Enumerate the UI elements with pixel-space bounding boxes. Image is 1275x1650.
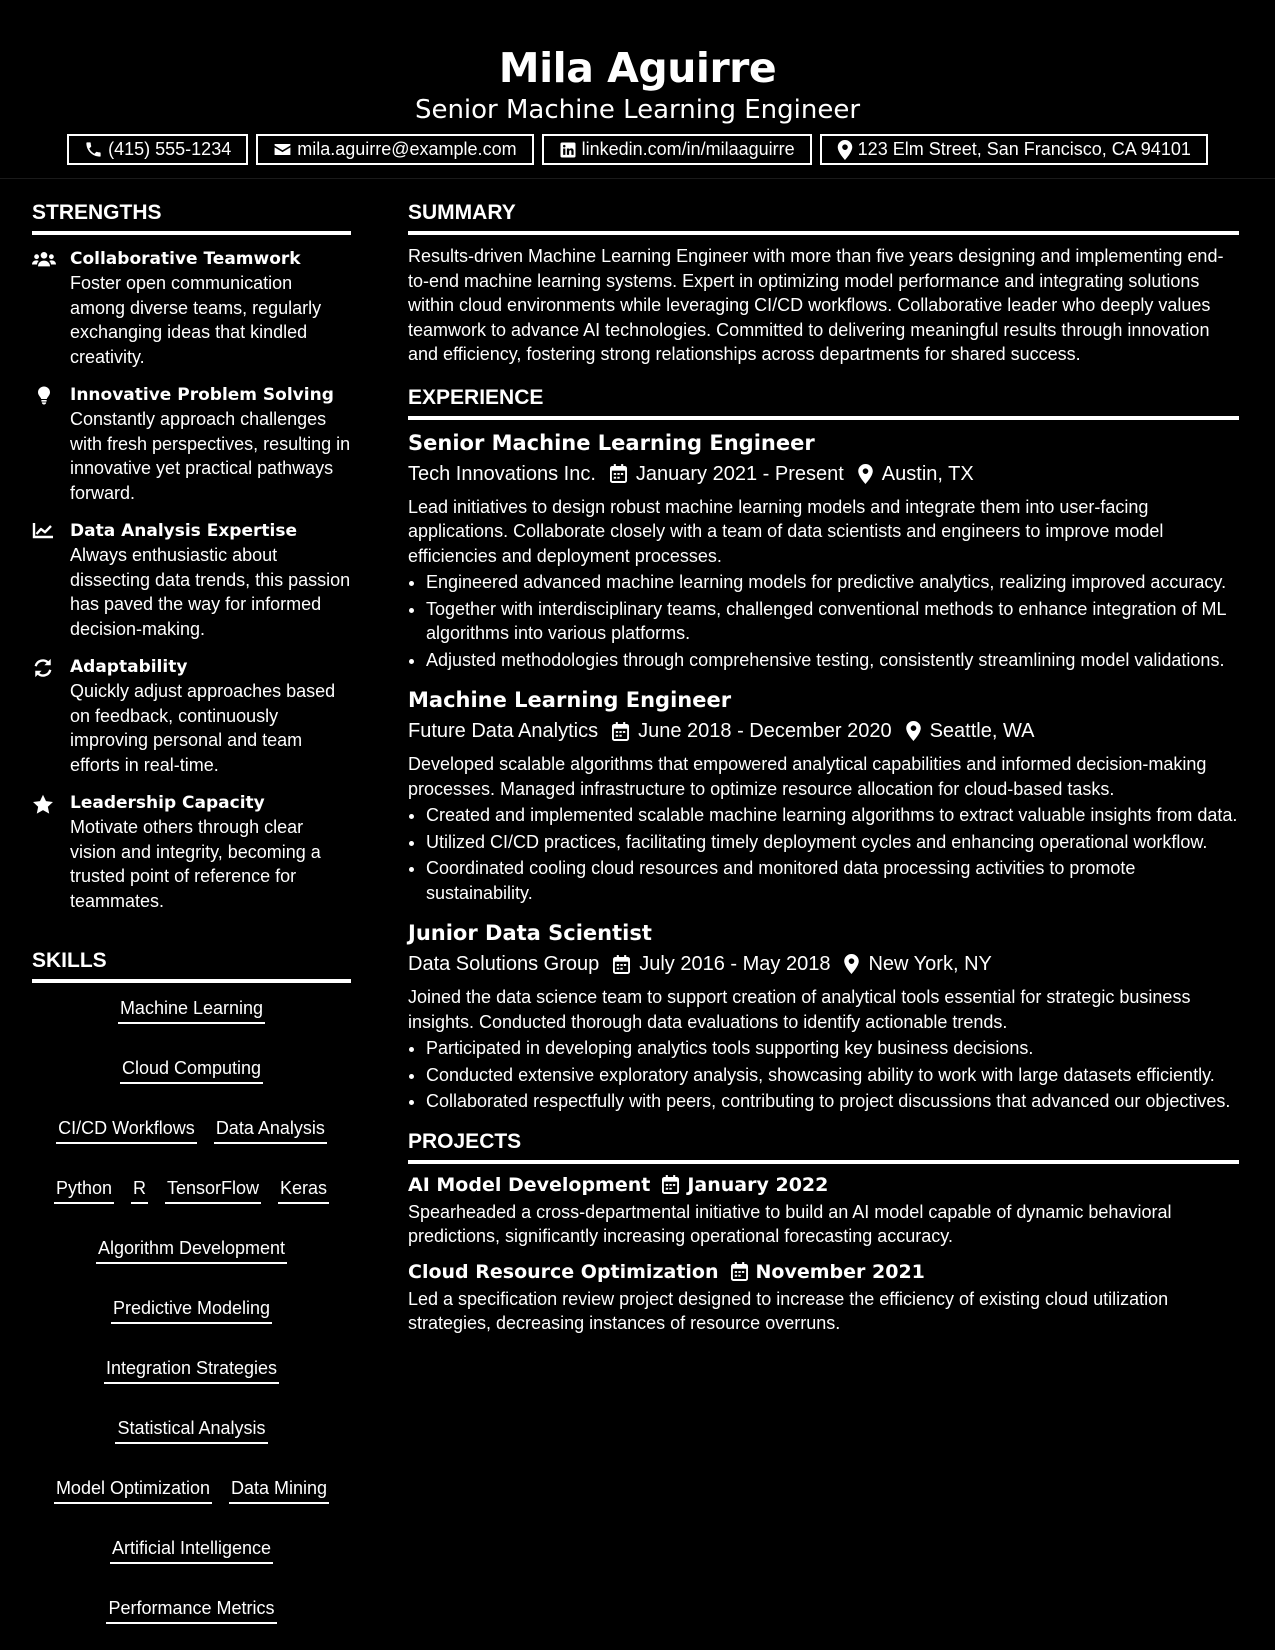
strength-title: Leadership Capacity <box>70 793 265 813</box>
skills-section <box>32 946 351 1624</box>
contact-phone[interactable] <box>67 134 248 165</box>
users-icon <box>32 247 70 369</box>
job-location: New York, NY <box>868 953 992 975</box>
job-bullet: • Collaborated respectfully with peers, contributing to project discussions that advanced our objectives. <box>426 1089 1239 1114</box>
job-dates: June 2018 - December 2020 <box>638 720 892 742</box>
phone-icon <box>84 140 103 159</box>
calendar-icon <box>610 464 636 483</box>
strength-desc: Foster open communication among diverse teams, regularly exchanging ideas that kindled creativity. <box>70 273 322 367</box>
strength-desc: Constantly approach challenges with fresh perspectives, resulting in innovative yet practical pathways forward. <box>70 409 351 503</box>
summary-heading: SUMMARY <box>408 198 1239 235</box>
projects-section <box>408 1127 1239 1336</box>
skills-heading: SKILLS <box>32 946 351 983</box>
strength-item <box>32 655 351 777</box>
skill-tag: Statistical Analysis <box>115 1416 267 1444</box>
project-description: Spearheaded a cross-departmental initiative to build an AI model capable of dynamic behavioral predictions, significantly increasing operational forecasting accuracy. <box>408 1201 1172 1246</box>
job-entry <box>408 685 1239 905</box>
strengths-heading: STRENGTHS <box>32 198 351 235</box>
skill-tag: Machine Learning <box>118 996 265 1024</box>
job-bullet: • Utilized CI/CD practices, facilitating timely deployment cycles and enhancing operational workflow. <box>426 830 1239 855</box>
skill-tag: Cloud Computing <box>120 1056 263 1084</box>
contact-address-text: 123 Elm Street, San Francisco, CA 94101 <box>857 139 1191 159</box>
project-header <box>408 1170 1239 1200</box>
project-date: January 2022 <box>687 1173 829 1196</box>
job-bullet: • Created and implemented scalable machine learning algorithms to extract valuable insights from data. <box>426 803 1239 828</box>
job-meta <box>408 716 1239 746</box>
job-location: Austin, TX <box>881 462 974 485</box>
strength-item <box>32 383 351 505</box>
sidebar <box>32 198 351 1618</box>
job-bullets <box>408 803 1239 905</box>
project-title: Cloud Resource Optimization <box>408 1260 719 1283</box>
map-marker-icon <box>844 954 868 974</box>
strength-desc: Quickly adjust approaches based on feedback, continuously improving personal and team efforts in real-time. <box>70 681 336 775</box>
resume-header <box>0 0 1275 179</box>
skill-tag: Predictive Modeling <box>111 1296 272 1324</box>
map-marker-icon <box>837 140 853 160</box>
calendar-icon <box>613 955 639 974</box>
skill-tag: Model Optimization <box>54 1476 212 1504</box>
summary-text: Results-driven Machine Learning Engineer with more than five years designing and implementing end-to-end machine learning systems. Expert in optimizing model performance and integrating solutions within cloud environments while leveraging CI/CD workflows. Collaborative leader who deeply values teamwork to advance AI technologies. Committed to delivering meaningful results through innovation and efficiency, fostering strong relationships across departments for shared success. <box>408 246 1224 364</box>
contact-email-text: mila.aguirre@example.com <box>297 139 517 159</box>
skill-tag: Artificial Intelligence <box>110 1536 273 1564</box>
skill-tag: Keras <box>278 1176 329 1204</box>
skill-tag: TensorFlow <box>165 1176 261 1204</box>
strength-desc: Motivate others through clear vision and integrity, becoming a trusted point of reference for teammates. <box>70 817 321 911</box>
map-marker-icon <box>858 464 882 484</box>
job-bullet: • Conducted extensive exploratory analysis, showcasing ability to work with large datasets efficiently. <box>426 1063 1239 1088</box>
project-description: Led a specification review project designed to increase the efficiency of existing cloud utilization strategies, decreasing instances of resource overruns. <box>408 1288 1169 1333</box>
calendar-icon <box>612 722 638 741</box>
job-bullet: • Participated in developing analytics tools supporting key business decisions. <box>426 1036 1239 1061</box>
strength-title: Innovative Problem Solving <box>70 385 334 405</box>
skills-list <box>32 996 351 1624</box>
skill-tag: Performance Metrics <box>106 1596 276 1624</box>
job-meta <box>408 949 1239 979</box>
job-entry <box>408 918 1239 1114</box>
skill-tag: Data Mining <box>229 1476 329 1504</box>
job-bullet: • Engineered advanced machine learning models for predictive analytics, realizing improved accuracy. <box>426 570 1239 595</box>
job-location: Seattle, WA <box>929 720 1035 742</box>
linkedin-icon <box>559 141 577 159</box>
calendar-icon <box>650 1175 687 1194</box>
job-description: Lead initiatives to design robust machine learning models and integrate them into user-facing applications. Collaborate closely with a team of data scientists and engineers to improve model efficiencies and deployment processes. <box>408 496 1164 566</box>
strengths-list <box>32 247 351 913</box>
job-title: Senior Machine Learning Engineer <box>408 430 815 455</box>
contact-email[interactable] <box>256 134 533 165</box>
contact-linkedin-text: linkedin.com/in/milaaguirre <box>581 139 795 159</box>
contact-phone-text: (415) 555-1234 <box>108 139 232 159</box>
strength-title: Adaptability <box>70 657 188 677</box>
project-entry <box>408 1170 1239 1249</box>
job-company: Tech Innovations Inc. <box>408 462 596 485</box>
projects-heading: PROJECTS <box>408 1127 1239 1164</box>
job-description: Joined the data science team to support creation of analytical tools essential for strategic business insights. Conducted thorough data evaluations to identify actionable trends. <box>408 987 1191 1032</box>
job-company: Data Solutions Group <box>408 953 600 975</box>
project-header <box>408 1257 1239 1287</box>
project-title: AI Model Development <box>408 1173 651 1196</box>
skill-tag: CI/CD Workflows <box>56 1116 197 1144</box>
job-bullet: • Coordinated cooling cloud resources and monitored data processing activities to promote sustainability. <box>426 856 1239 905</box>
contact-address[interactable] <box>820 134 1208 165</box>
star-icon <box>32 791 70 913</box>
job-title: Machine Learning Engineer <box>408 688 732 712</box>
job-meta <box>408 459 1239 489</box>
contact-linkedin[interactable] <box>542 134 812 165</box>
job-dates: January 2021 - Present <box>635 462 844 485</box>
job-company: Future Data Analytics <box>408 720 599 742</box>
lightbulb-icon <box>32 383 70 505</box>
strength-title: Collaborative Teamwork <box>70 249 301 269</box>
project-date: November 2021 <box>755 1260 925 1283</box>
strength-title: Data Analysis Expertise <box>70 521 297 541</box>
skill-tag: R <box>131 1176 148 1204</box>
skill-tag: Data Analysis <box>214 1116 327 1144</box>
job-bullet: • Adjusted methodologies through comprehensive testing, consistently streamlining model validations. <box>426 648 1239 673</box>
job-bullets <box>408 1036 1239 1114</box>
skill-tag: Python <box>54 1176 114 1204</box>
map-marker-icon <box>906 721 930 741</box>
job-entry <box>408 428 1239 673</box>
project-entry <box>408 1257 1239 1336</box>
envelope-icon <box>273 140 292 159</box>
sync-icon <box>32 655 70 777</box>
calendar-icon <box>719 1262 756 1281</box>
job-title: Junior Data Scientist <box>408 921 652 945</box>
job-dates: July 2016 - May 2018 <box>639 953 831 975</box>
strength-item <box>32 247 351 369</box>
chart-line-icon <box>32 519 70 641</box>
skill-tag: Integration Strategies <box>104 1356 279 1384</box>
job-bullet: • Together with interdisciplinary teams, challenged conventional methods to enhance integration of ML algorithms into various platforms. <box>426 597 1239 646</box>
strength-item <box>32 791 351 913</box>
candidate-title: Senior Machine Learning Engineer <box>414 95 861 125</box>
experience-section <box>408 383 1239 1114</box>
strength-desc: Always enthusiastic about dissecting data trends, this passion has paved the way for informed decision-making. <box>70 545 351 639</box>
job-description: Developed scalable algorithms that empowered analytical capabilities and informed decision-making processes. Managed infrastructure to optimize resource allocation for cloud-based tasks. <box>408 754 1207 799</box>
candidate-name: Mila Aguirre <box>498 44 777 92</box>
skill-tag: Algorithm Development <box>96 1236 287 1264</box>
main-column <box>408 198 1239 1336</box>
strength-item <box>32 519 351 641</box>
contact-row <box>0 134 1275 165</box>
job-bullets <box>408 570 1239 672</box>
experience-heading: EXPERIENCE <box>408 383 1239 420</box>
